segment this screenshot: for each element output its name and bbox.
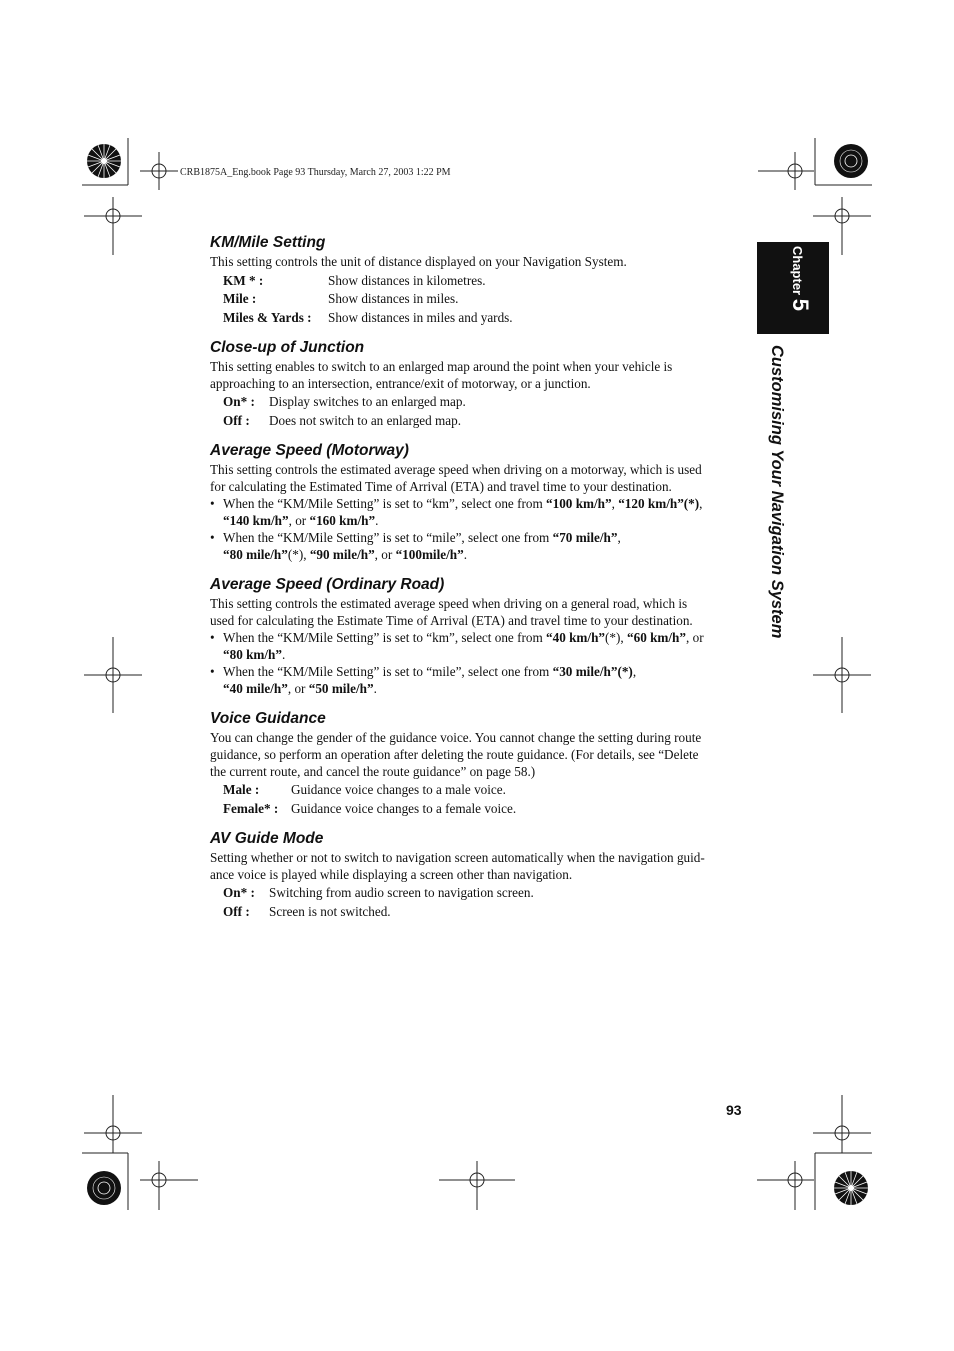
crosshair-icon [140,1161,198,1210]
option-key: Off : [223,903,250,919]
section-intro: the current route, and cancel the route guidance” on page 58.) [210,763,536,779]
chapter-label: Chapter 5 [788,246,813,311]
bullet-list [210,629,750,697]
crosshair-icon [140,152,178,190]
starburst-bottom-left-icon [87,1171,121,1205]
crosshair-icon [84,637,142,713]
section-intro: This setting enables to switch to an enlarged map around the point when your vehicle is [210,358,673,374]
section-intro: approaching to an intersection, entrance/exit of motorway, or a junction. [210,375,591,391]
crosshair-icon [84,1095,142,1153]
option-row [223,309,750,326]
option-key: KM * : [223,272,264,288]
section-intro: for calculating the Estimated Time of Arrival (ETA) and travel time to your destination. [210,478,672,494]
section-intro: guidance, so perform an operation after deleting the route guidance. (For details, see “Delete [210,746,699,762]
option-key: On* : [223,394,255,409]
option-key: Mile : [223,291,257,306]
section-heading: AV Guide Mode [210,829,324,847]
crosshair-icon [439,1161,515,1210]
section-average-speed-motorway [210,441,750,563]
option-row [223,903,750,920]
section-heading: Voice Guidance [210,709,326,727]
crosshair-icon [84,197,142,255]
option-row [223,412,750,429]
option-text: Does not switch to an enlarged map. [269,412,462,428]
option-text: Screen is not switched. [269,903,391,919]
section-close-up-junction [210,338,750,429]
option-row [223,884,750,901]
main-content [210,233,750,932]
option-text: Guidance voice changes to a male voice. [291,782,506,797]
starburst-bottom-right-icon [834,1171,868,1205]
bullet-item: • When the “KM/Mile Setting” is set to “mile”, select one from “30 mile/h”(*), “40 mile/h”, or “50 mile/h”. [210,663,750,697]
option-row [223,272,750,289]
option-key: Male : [223,782,260,797]
crosshair-icon [813,1095,871,1153]
page-number: 93 [726,1102,742,1118]
option-key: Miles & Yards : [223,309,312,325]
bullet-item: • When the “KM/Mile Setting” is set to “km”, select one from “40 km/h”(*), “60 km/h”, or “80 km/h”. [210,629,750,663]
option-key: Female* : [223,800,279,816]
section-heading: Close-up of Junction [210,338,365,356]
section-heading: Average Speed (Motorway) [210,441,409,459]
bullet-item: • When the “KM/Mile Setting” is set to “mile”, select one from “70 mile/h”, “80 mile/h”(*), “90 mile/h”, or “100mile/h”. [210,529,750,563]
print-file-info: CRB1875A_Eng.book Page 93 Thursday, March 27, 2003 1:22 PM [180,167,451,178]
chapter-tab [757,242,829,334]
option-text: Switching from audio screen to navigation screen. [269,885,534,900]
crosshair-icon [758,152,814,190]
option-row [223,290,750,307]
option-text: Display switches to an enlarged map. [269,394,466,409]
section-voice-guidance [210,709,750,817]
chapter-number: 5 [788,298,813,311]
option-key: Off : [223,412,250,428]
starburst-top-left-icon [87,144,121,178]
section-intro: Setting whether or not to switch to navigation screen automatically when the navigation guid- [210,849,705,865]
chapter-title: Customising Your Navigation System [768,345,786,639]
option-text: Show distances in kilometres. [328,272,486,288]
option-row [223,781,750,798]
option-row [223,393,750,410]
section-av-guide-mode [210,829,750,920]
section-heading: Average Speed (Ordinary Road) [210,575,445,593]
section-intro: This setting controls the estimated average speed when driving on a general road, which is [210,595,688,611]
option-row [223,800,750,817]
bullet-item: • When the “KM/Mile Setting” is set to “km”, select one from “100 km/h”, “120 km/h”(*), “140 km/h”, or “160 km/h”. [210,495,750,529]
crosshair-icon [757,1161,814,1210]
bullet-list [210,495,750,563]
starburst-top-right-icon [834,144,868,178]
option-key: On* : [223,885,255,900]
crosshair-icon [813,637,871,713]
section-intro: This setting controls the unit of distance displayed on your Navigation System. [210,254,627,269]
option-text: Show distances in miles. [328,291,459,306]
section-average-speed-ordinary [210,575,750,697]
section-intro: This setting controls the estimated average speed when driving on a motorway, which is used [210,461,702,477]
section-km-mile [210,233,750,326]
section-intro: ance voice is played while displaying a screen other than navigation. [210,866,573,882]
section-intro: used for calculating the Estimate Time of Arrival (ETA) and travel time to your destination. [210,612,693,628]
section-heading: KM/Mile Setting [210,234,326,251]
option-text: Show distances in miles and yards. [328,309,513,325]
section-intro: You can change the gender of the guidance voice. You cannot change the setting during route [210,729,702,745]
option-text: Guidance voice changes to a female voice. [291,800,517,816]
